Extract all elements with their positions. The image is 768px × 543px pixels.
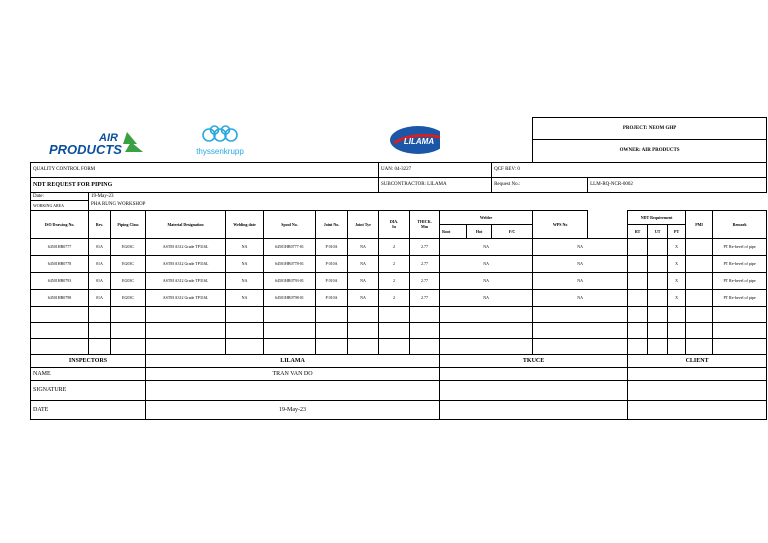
cell-welding-date: NA <box>226 289 264 306</box>
cell-welding-date: NA <box>226 255 264 272</box>
signature-client <box>628 380 767 400</box>
empty-row <box>31 322 767 338</box>
col-welder-fc: F/C <box>492 224 533 238</box>
cell-rt <box>628 238 648 255</box>
cell-rev: 01A <box>89 272 111 289</box>
logo-spacer <box>440 118 533 163</box>
cell-rt <box>628 255 648 272</box>
lilama-logo <box>386 122 440 158</box>
cell-pmi <box>686 272 713 289</box>
thyssenkrupp-logo <box>181 124 259 158</box>
inspector-client: CLIENT <box>628 354 767 367</box>
date-tkuce <box>440 400 628 419</box>
quality-control-form: QUALITY CONTROL FORM <box>31 162 379 177</box>
cell-dia: 2 <box>379 272 410 289</box>
cell-ut <box>648 255 668 272</box>
cell-dia: 2 <box>379 238 410 255</box>
cell-joint-type: NA <box>348 272 379 289</box>
cell-spool: 64501HB0793-01 <box>264 272 316 289</box>
col-thick-line2: Mm <box>420 224 429 229</box>
subcontractor-cell: SUBCONTRACTOR: LILAMA <box>379 177 492 192</box>
cell-thick: 2.77 <box>410 289 440 306</box>
col-welding-date: Welding date <box>226 210 264 238</box>
request-no-label: Request No.: <box>492 177 588 192</box>
col-thick-line1: THICK. <box>417 219 432 224</box>
cell-spool: 64501HB0777-01 <box>264 238 316 255</box>
date-label: Date: <box>31 192 89 200</box>
cell-iso: 64501HB0793 <box>31 272 89 289</box>
cell-wps: NA <box>533 238 628 255</box>
col-pmi: PMI <box>686 210 713 238</box>
cell-pmi <box>686 238 713 255</box>
cell-pt: X <box>668 289 686 306</box>
col-thick <box>410 210 440 238</box>
request-no-value: LLM-RQ-NCR-0002 <box>588 177 767 192</box>
table-row <box>31 272 767 289</box>
cell-joint-type: NA <box>348 238 379 255</box>
col-spacer <box>588 210 628 238</box>
name-tkuce <box>440 367 628 380</box>
cell-class: EG03C <box>111 238 146 255</box>
empty-row <box>31 338 767 354</box>
col-wps: WPS No <box>533 210 588 238</box>
cell-pmi <box>686 289 713 306</box>
col-rev: Rev. <box>89 210 111 238</box>
cell-remark: PT Re-bevel of pipe <box>713 255 767 272</box>
cell-ut <box>648 289 668 306</box>
cell-ut <box>648 238 668 255</box>
col-pt: PT <box>668 224 686 238</box>
cell-iso: 64501HB0778 <box>31 255 89 272</box>
working-area-label: WORKING AREA <box>31 200 89 210</box>
cell-pmi <box>686 255 713 272</box>
col-remark: Remark <box>713 210 767 238</box>
cell-welder: NA <box>440 272 533 289</box>
name-lilama: TRAN VAN DO <box>146 367 440 380</box>
col-piping-class: Piping Class <box>111 210 146 238</box>
ndt-request-form <box>30 117 756 420</box>
cell-joint: P 010A <box>316 255 348 272</box>
cell-rev: 01A <box>89 289 111 306</box>
cell-material: ASTM A312 Grade TP316L <box>146 289 226 306</box>
cell-rt <box>628 289 648 306</box>
cell-joint-type: NA <box>348 289 379 306</box>
date-client <box>628 400 767 419</box>
cell-pt: X <box>668 272 686 289</box>
col-spool: Spool No. <box>264 210 316 238</box>
col-dia <box>379 210 410 238</box>
table-row <box>31 289 767 306</box>
col-dia-line2: In <box>392 224 396 229</box>
cell-ut <box>648 272 668 289</box>
cell-joint: P 010A <box>316 272 348 289</box>
cell-welder: NA <box>440 289 533 306</box>
cell-material: ASTM A312 Grade TP316L <box>146 255 226 272</box>
cell-thick: 2.77 <box>410 272 440 289</box>
cell-welding-date: NA <box>226 238 264 255</box>
col-welder-root: Root <box>440 224 467 238</box>
date-sign-label: DATE <box>31 400 146 419</box>
cell-class: EG03C <box>111 289 146 306</box>
cell-welder: NA <box>440 255 533 272</box>
signature-label: SIGNATURE <box>31 380 146 400</box>
cell-dia: 2 <box>379 289 410 306</box>
cell-joint-type: NA <box>348 255 379 272</box>
cell-dia: 2 <box>379 255 410 272</box>
air-products-logo <box>47 130 147 156</box>
cell-material: ASTM A312 Grade TP316L <box>146 272 226 289</box>
cell-rev: 01A <box>89 238 111 255</box>
cell-rev: 01A <box>89 255 111 272</box>
project-cell: PROJECT: NEOM GHP <box>533 118 767 140</box>
thyssenkrupp-text: thyssenkrupp <box>195 146 244 156</box>
cell-class: EG03C <box>111 255 146 272</box>
signature-lilama <box>146 380 440 400</box>
col-welder-hot: Hot <box>467 224 492 238</box>
col-welder: Welder <box>440 210 533 224</box>
inspector-lilama: LILAMA <box>146 354 440 367</box>
inspector-tkuce: TKUCE <box>440 354 628 367</box>
date-lilama: 19-May-23 <box>146 400 440 419</box>
cell-joint: P 010A <box>316 238 348 255</box>
working-area-value: PHA RUNG WORKSHOP <box>91 202 146 208</box>
cell-pt: X <box>668 255 686 272</box>
cell-iso: 64501HB0777 <box>31 238 89 255</box>
col-ndt: NDT Requirement <box>628 210 686 224</box>
cell-welding-date: NA <box>226 272 264 289</box>
form-table <box>30 117 767 420</box>
col-material: Material Designation <box>146 210 226 238</box>
col-dia-line1: DIA. <box>389 219 399 224</box>
air-products-line2: PRODUCTS <box>48 141 122 156</box>
cell-material: ASTM A312 Grade TP316L <box>146 238 226 255</box>
cell-remark: PT Re-bevel of pipe <box>713 238 767 255</box>
cell-spool: 64501HB0798-01 <box>264 289 316 306</box>
cell-remark: PT Re-bevel of pipe <box>713 272 767 289</box>
inspectors-title: INSPECTORS <box>31 354 146 367</box>
form-title: NDT REQUEST FOR PIPING <box>31 177 379 192</box>
cell-welder: NA <box>440 238 533 255</box>
empty-row <box>31 306 767 322</box>
owner-cell: OWNER: AIR PRODUCTS <box>533 140 767 162</box>
col-iso: ISO Drawing No. <box>31 210 89 238</box>
name-label: NAME <box>31 367 146 380</box>
cell-pt: X <box>668 238 686 255</box>
date-value: 19-May-23 <box>89 192 767 200</box>
qcf-rev-cell: QCF REV: 0 <box>492 162 767 177</box>
name-client <box>628 367 767 380</box>
cell-wps: NA <box>533 255 628 272</box>
cell-class: EG03C <box>111 272 146 289</box>
col-joint-type: Joint Tye <box>348 210 379 238</box>
cell-joint: P 010A <box>316 289 348 306</box>
cell-rt <box>628 272 648 289</box>
col-rt: RT <box>628 224 648 238</box>
cell-wps: NA <box>533 289 628 306</box>
col-ut: UT <box>648 224 668 238</box>
signature-tkuce <box>440 380 628 400</box>
cell-wps: NA <box>533 272 628 289</box>
cell-thick: 2.77 <box>410 238 440 255</box>
lilama-text: LILAMA <box>403 136 434 146</box>
air-products-line1: AIR <box>98 131 118 144</box>
logo-area <box>31 118 440 163</box>
cell-remark: PT Re-bevel of pipe <box>713 289 767 306</box>
table-row <box>31 255 767 272</box>
table-row <box>31 238 767 255</box>
cell-spool: 64501HB0778-01 <box>264 255 316 272</box>
cell-thick: 2.77 <box>410 255 440 272</box>
cell-iso: 64501HB0798 <box>31 289 89 306</box>
col-joint-no: Joint No. <box>316 210 348 238</box>
uan-cell: UAN: 04-3227 <box>379 162 492 177</box>
